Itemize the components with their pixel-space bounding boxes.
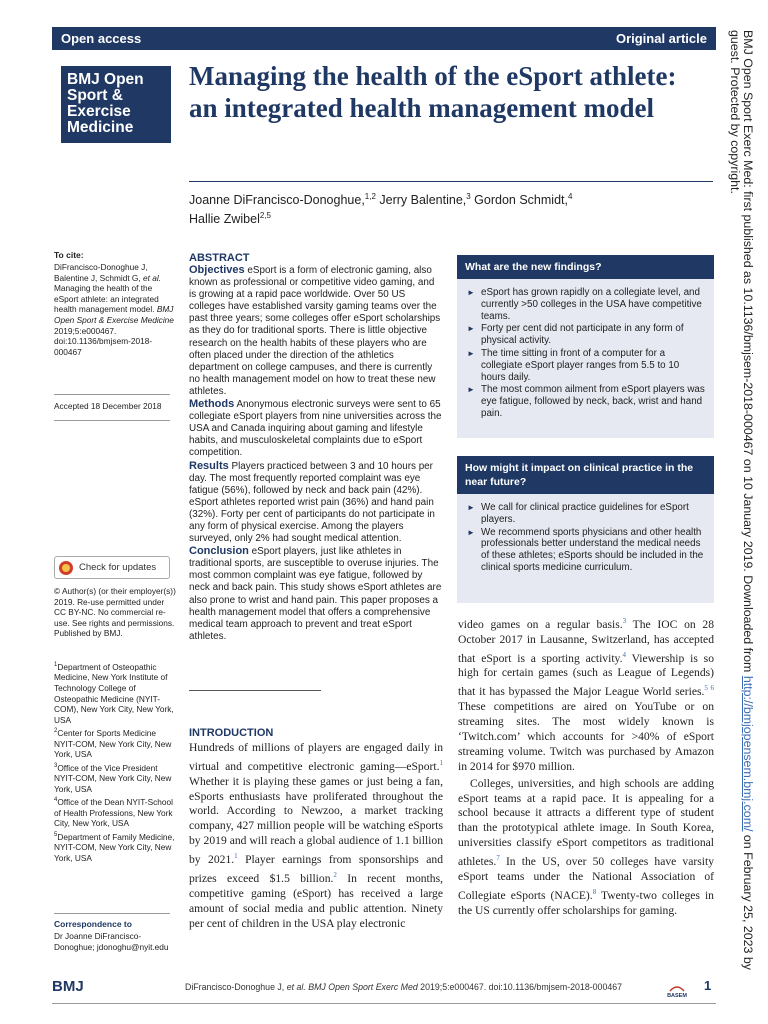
bmj-logo: BMJ [52, 978, 84, 995]
divider [54, 394, 170, 395]
divider [54, 420, 170, 421]
journal-site-link[interactable]: http://bmjopensem.bmj.com/ [741, 675, 755, 832]
crossmark-icon [59, 561, 73, 575]
list-item: ► Forty per cent did not participate in any form of physical activity. [467, 323, 706, 347]
conclusion-text: eSport players, just like athletes in traditional sports, are susceptible to overuse injuries. The most common complaint was eye fatigue, followed by neck and back pain. This study shows eSport athletes are also prone to wrist and hand pain. This paper proposes a health management model that offers a comprehensive medical team approach to prevent and treat eSport athletes. [189, 546, 442, 642]
copyright-notice: © Author(s) (or their employer(s)) 2019. Re-use permitted under CC BY-NC. No commercial re-use. See rights and permissions. Published by BMJ. [54, 586, 176, 639]
objectives-text: eSport is a form of electronic gaming, also known as professional or competitive video gaming, and is growing at a rapid pace worldwide. Over 50 US colleges have established varsity gaming teams over the past three years; some colleges offer eSport scholarships as they do for traditional sports. There is little objective research on the health habits of these players who are often placed under the direction of the athletics department on college campuses, and there is currently no health management model on how to treat these new athletes. [189, 265, 441, 397]
author-list [189, 189, 709, 227]
clinical-impact-box [457, 456, 714, 603]
cite-text: DiFrancisco-Donoghue J, Balentine J, Schmidt G, et al. Managing the health of the eSport athlete: an integrated health management model. BMJ Open Sport & Exercise Medicine 2019;5:e000467. doi:10.1136/bmjsem-2018-000467 [54, 262, 174, 357]
journal-logo [61, 66, 171, 143]
reference-link[interactable]: 1 [439, 758, 443, 767]
logo-line: Sport & [67, 87, 123, 104]
reference-link[interactable]: 3 [622, 617, 627, 625]
logo-line: Medicine [67, 119, 134, 136]
results-label: Results [189, 459, 229, 472]
affiliation-item: $^4$Office of the Dean NYIT-School of Health Professions, New York City, New York, USA [54, 797, 173, 829]
affiliation-item: $^1$Department of Osteopathic Medicine, New York Institute of Technology College of Osteopathic Medicine (NYIT-COM), New York City, New York, USA [54, 661, 174, 725]
objectives-label: Objectives [189, 264, 245, 276]
download-sidebar [728, 30, 760, 995]
divider [54, 913, 170, 914]
affiliation-ref: 4 [567, 192, 573, 201]
abstract-body [189, 264, 443, 643]
list-item: ► The most common ailment from eSport players was eye fatigue, followed by neck, back, wrist and hand pain. [467, 384, 706, 419]
new-findings-box [457, 255, 714, 438]
introduction-body: Hundreds of millions of players are engaged daily in virtual and competitive electronic gaming—eSport.$^1$ Whether it is playing these games or just being a fan, eSports enthusiasts have proliferated throughout the world. According to Newzoo, a market tracking company, 427 million people will be watching eSports by 2019 and will reach a global audience of 1.1 billion by 2021.$^1$ Player earnings from sponsorships and prizes exceed $1.5 billion.$^2$ In recent months, competitive gaming (eSport) has received a large amount of social media and public attention. Ninety per cent of children in the USA play electronic [189, 741, 444, 930]
download-notice: BMJ Open Sport Exerc Med: first published as 10.1136/bmjsem-2018-000467 on 10 January 2019. Downloaded from http://bmjopensem.bmj.com/ on February 25, 2023 by guest. Protected by copyright. [728, 30, 755, 970]
check-updates-label: Check for updates [79, 562, 157, 573]
abstract-heading: ABSTRACT [189, 252, 250, 264]
author-name: Gordon Schmidt, [470, 193, 568, 208]
methods-text: Anonymous electronic surveys were sent to 65 collegiate eSport players from nine universities across the USA and Canada inquiring about gaming and lifestyle habits, and musculoskeletal complaints due to eSport competition. [189, 399, 442, 459]
list-item: ► We call for clinical practice guidelines for eSport players. [467, 502, 706, 526]
paragraph: Colleges, universities, and high schools are adding eSport teams at a rapid pace. It is appealing for a school because it attracts a different type of student than the prototypical athlete image. In South Korea, universities classify eSport competitors as traditional athletes.$^7$ In the US, over 50 colleges have varsity eSport teams under the National Association of Collegiate eSports (NACE).$^8$ Twenty-two colleges in the US currently offer scholarships for gaming. [458, 776, 714, 917]
reference-link[interactable]: 5 6 [704, 684, 715, 693]
affiliation-item: $^3$Office of the Vice President NYIT-COM, New York City, New York, USA [54, 762, 172, 794]
reference-link[interactable]: 4 [622, 650, 626, 659]
cite-label: To cite: [54, 250, 84, 260]
list-item: ► eSport has grown rapidly on a collegiate level, and currently >50 colleges in the USA have competitive teams. [467, 287, 706, 322]
affiliation-item: $^2$Center for Sports Medicine NYIT-COM, New York City, New York, USA [54, 728, 172, 760]
author-name: Joanne DiFrancisco-Donoghue, [189, 193, 365, 208]
header-bar [52, 27, 716, 50]
accepted-date: Accepted 18 December 2018 [54, 401, 162, 411]
svg-text:BASEM: BASEM [667, 993, 687, 999]
body-text-column-2 [458, 614, 714, 919]
introduction-heading: INTRODUCTION [189, 727, 274, 739]
abstract-end-rule [189, 690, 321, 691]
basem-logo [664, 985, 690, 999]
author-name: Hallie Zwibel [189, 212, 260, 227]
check-for-updates-button[interactable] [54, 556, 170, 579]
clinical-impact-heading: How might it impact on clinical practice in the near future? [457, 456, 714, 494]
footer-rule [52, 1003, 716, 1004]
list-item: ► The time sitting in front of a computer for a collegiate eSport player ranges from 5.5 to 10 hours daily. [467, 348, 706, 383]
conclusion-label: Conclusion [189, 545, 249, 558]
footer-citation: DiFrancisco-Donoghue J, et al. BMJ Open Sport Exerc Med 2019;5:e000467. doi:10.1136/bmjsem-2018-000467 [185, 982, 623, 992]
correspondence-text[interactable]: Dr Joanne DiFrancisco-Donoghue; jdonoghu@nyit.edu [54, 931, 169, 952]
article-title: Managing the health of the eSport athlete: an integrated health management model [189, 61, 677, 123]
reference-link[interactable]: 2 [333, 870, 337, 879]
affiliation-item: $^5$Department of Family Medicine, NYIT-COM, New York City, New York, USA [54, 831, 175, 863]
open-access-label: Open access [61, 31, 142, 46]
page-number: 1 [704, 978, 712, 993]
author-name: Jerry Balentine, [375, 193, 467, 208]
affiliation-ref: 1,2 [364, 192, 376, 201]
new-findings-heading: What are the new findings? [457, 255, 714, 279]
methods-label: Methods [189, 398, 235, 411]
logo-line: Exercise [67, 103, 131, 120]
affiliation-ref: 2,5 [259, 211, 271, 221]
correspondence-label: Correspondence to [54, 919, 132, 929]
affiliation-ref: 3 [466, 192, 471, 201]
results-text: Players practiced between 3 and 10 hours per day. The most frequently reported complaint was eye fatigue (56%), followed by neck and back pain (42%). eSport athletes reported wrist pain (36%) and hand pain (32%). Forty per cent of participants do not participate in any form of physical exercise. Among the players surveyed, only 2% had sought medical attention. [189, 460, 435, 545]
title-divider [189, 181, 713, 182]
paragraph: video games on a regular basis.$^3$ The IOC on 28 October 2017 in Lausanne, Switzerland, has accepted that eSport is a sporting activity.$^4$ Viewership is so high for certain games (such as League of Legends) that it has bypassed the Major League World series.$^{5 6}$ These competitions are aired on YouTube or on streaming sites. The most widely known is ‘Twitch.com’ which accounts for >40% of eSport streaming volume. Twitch was purchased by Amazon in 2014 for $970 million. [458, 617, 715, 773]
article-type-label: Original article [615, 31, 707, 46]
affiliations [54, 660, 176, 865]
reference-link[interactable]: 8 [592, 887, 597, 896]
reference-link[interactable]: 7 [496, 854, 500, 863]
reference-link[interactable]: 1 [234, 852, 238, 861]
list-item: ► We recommend sports physicians and other health professionals better understand the medical needs of these athletes; eSports should be included in the clinical sports medicine curriculum. [467, 527, 706, 574]
logo-line: BMJ Open [67, 71, 144, 88]
